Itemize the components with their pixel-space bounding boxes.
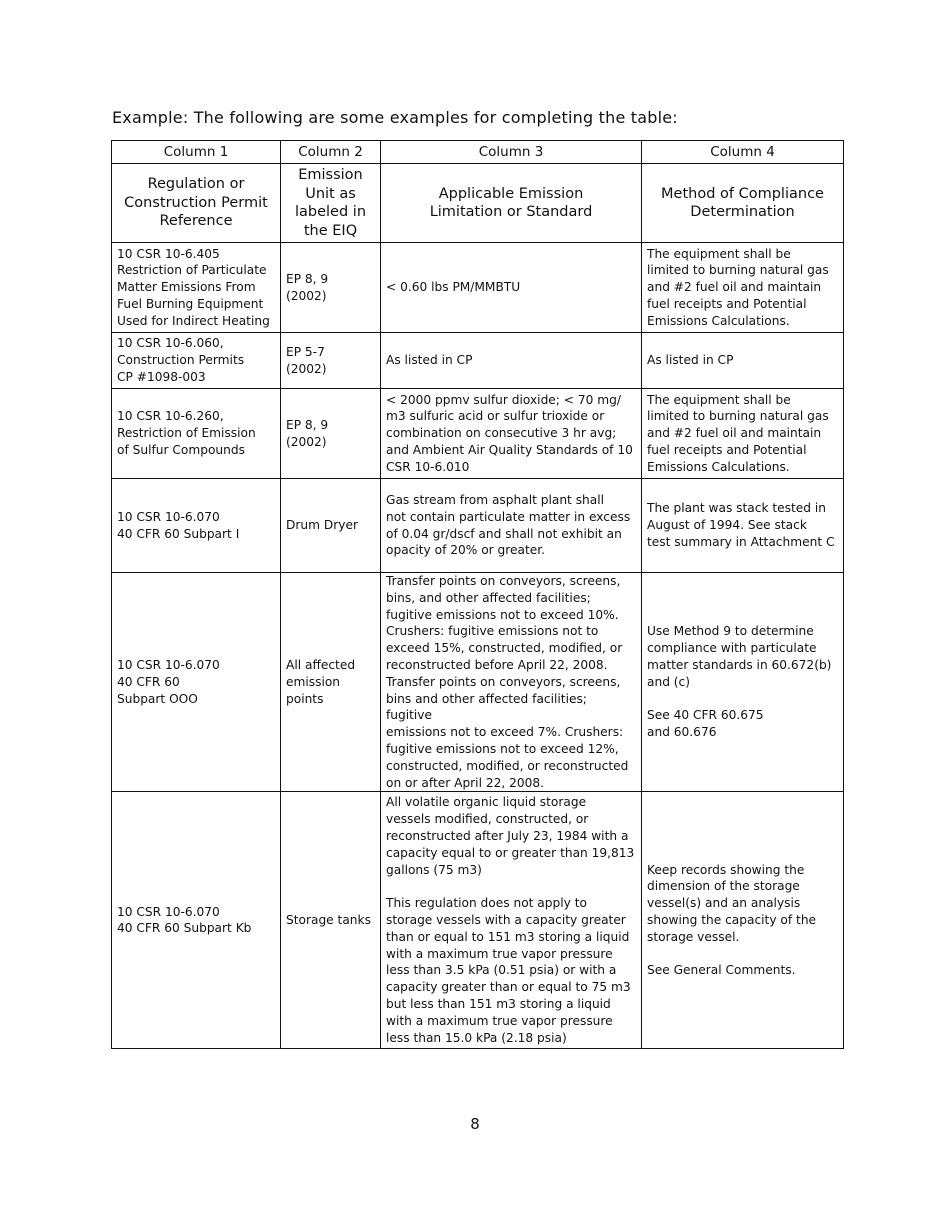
- compliance-cell: The equipment shall be limited to burning natural gas and #2 fuel oil and maintain fuel receipts and Potential Emissions Calculations.: [642, 243, 844, 333]
- compliance-cell: As listed in CP: [642, 333, 844, 389]
- regulation-cell: 10 CSR 10-6.070 40 CFR 60 Subpart Kb: [112, 792, 281, 1049]
- page-number: 8: [470, 1115, 480, 1133]
- header-regulation-reference: Regulation or Construction Permit Reference: [112, 164, 281, 243]
- column-number-row: [112, 141, 844, 164]
- limitation-cell: All volatile organic liquid storage vessels modified, constructed, or reconstructed after July 23, 1984 with a capacity equal to or greater than 19,813 gallons (75 m3) This regulation does not apply to storage vessels with a capacity greater than or equal to 151 m3 storing a liquid with a maximum true vapor pressure less than 3.5 kPa (0.51 psia) or with a capacity greater than or equal to 75 m3 but less than 151 m3 storing a liquid with a maximum true vapor pressure less than 15.0 kPa (2.18 psia): [381, 792, 642, 1049]
- compliance-example-table: [111, 140, 844, 1049]
- column-header-row: [112, 164, 844, 243]
- emission-unit-cell: Drum Dryer: [281, 479, 381, 573]
- limitation-cell: < 2000 ppmv sulfur dioxide; < 70 mg/ m3 sulfuric acid or sulfur trioxide or combination on consecutive 3 hr avg; and Ambient Air Quality Standards of 10 CSR 10-6.010: [381, 389, 642, 479]
- table-row: [112, 573, 844, 792]
- regulation-cell: 10 CSR 10-6.070 40 CFR 60 Subpart OOO: [112, 573, 281, 792]
- regulation-cell: 10 CSR 10-6.070 40 CFR 60 Subpart I: [112, 479, 281, 573]
- table-row: [112, 479, 844, 573]
- table-row: [112, 243, 844, 333]
- table-row: [112, 333, 844, 389]
- limitation-cell: Gas stream from asphalt plant shall not contain particulate matter in excess of 0.04 gr/dscf and shall not exhibit an opacity of 20% or greater.: [381, 479, 642, 573]
- limitation-cell: Transfer points on conveyors, screens, bins, and other affected facilities; fugitive emissions not to exceed 10%. Crushers: fugitive emissions not to exceed 15%, constructed, modified, or reconstructed before April 22, 2008. Transfer points on conveyors, screens, bins and other affected facilities; fugitive emissions not to exceed 7%. Crushers: fugitive emissions not to exceed 12%, constructed, modified, or reconstructed on or after April 22, 2008.: [381, 573, 642, 792]
- emission-unit-cell: All affected emission points: [281, 573, 381, 792]
- intro-text: Example: The following are some examples for completing the table:: [112, 108, 678, 127]
- emission-unit-cell: EP 8, 9 (2002): [281, 243, 381, 333]
- compliance-cell: Keep records showing the dimension of the storage vessel(s) and an analysis showing the capacity of the storage vessel. See General Comments.: [642, 792, 844, 1049]
- header-compliance-method: Method of Compliance Determination: [642, 164, 844, 243]
- regulation-cell: 10 CSR 10-6.405 Restriction of Particulate Matter Emissions From Fuel Burning Equipment Used for Indirect Heating: [112, 243, 281, 333]
- emission-unit-cell: EP 5-7 (2002): [281, 333, 381, 389]
- compliance-cell: Use Method 9 to determine compliance with particulate matter standards in 60.672(b) and (c) See 40 CFR 60.675 and 60.676: [642, 573, 844, 792]
- limitation-cell: < 0.60 lbs PM/MMBTU: [381, 243, 642, 333]
- column-number-3: Column 3: [381, 141, 642, 164]
- table-row: [112, 389, 844, 479]
- regulation-cell: 10 CSR 10-6.260, Restriction of Emission of Sulfur Compounds: [112, 389, 281, 479]
- header-emission-limitation: Applicable Emission Limitation or Standard: [381, 164, 642, 243]
- column-number-1: Column 1: [112, 141, 281, 164]
- header-emission-unit: Emission Unit as labeled in the EIQ: [281, 164, 381, 243]
- limitation-cell: As listed in CP: [381, 333, 642, 389]
- column-number-4: Column 4: [642, 141, 844, 164]
- compliance-cell: The equipment shall be limited to burning natural gas and #2 fuel oil and maintain fuel receipts and Potential Emissions Calculations.: [642, 389, 844, 479]
- table-row: [112, 792, 844, 1049]
- compliance-cell: The plant was stack tested in August of 1994. See stack test summary in Attachment C: [642, 479, 844, 573]
- column-number-2: Column 2: [281, 141, 381, 164]
- emission-unit-cell: Storage tanks: [281, 792, 381, 1049]
- regulation-cell: 10 CSR 10-6.060, Construction Permits CP #1098-003: [112, 333, 281, 389]
- emission-unit-cell: EP 8, 9 (2002): [281, 389, 381, 479]
